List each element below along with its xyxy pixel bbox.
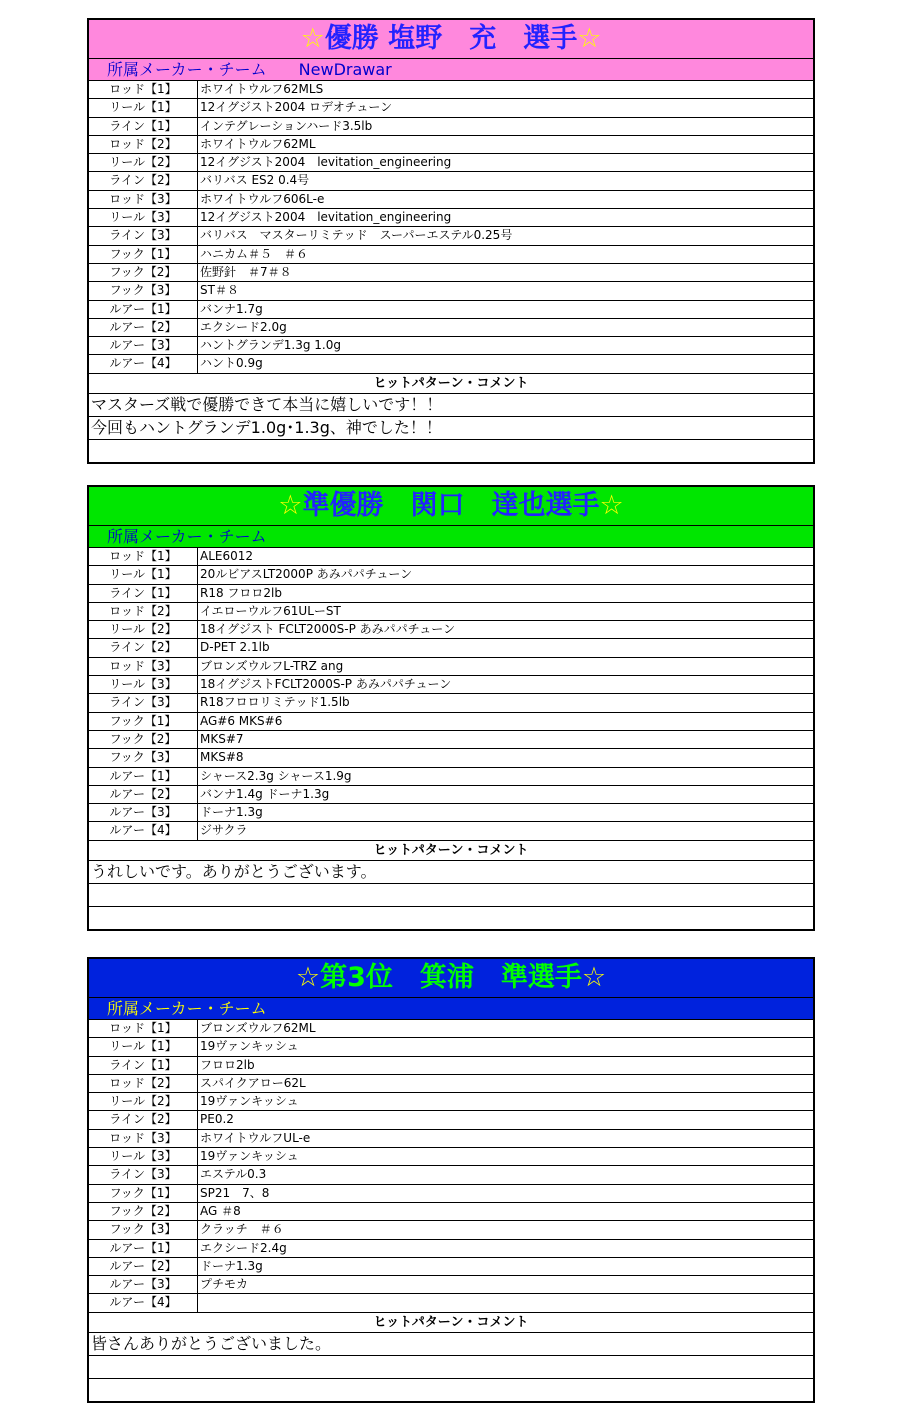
- card-title: [89, 20, 813, 59]
- comment-line: [89, 884, 813, 907]
- tackle-row: [89, 768, 813, 786]
- tackle-value: バンナ1.7g: [200, 301, 263, 316]
- tackle-label: リール【3】: [89, 676, 198, 693]
- tackle-value: エクシード2.4g: [200, 1240, 287, 1255]
- tackle-value: バリバス マスターリミテッド スーパーエステル0.25号: [200, 228, 513, 243]
- tackle-row: [89, 639, 813, 657]
- tackle-label: ロッド【2】: [89, 136, 198, 153]
- tackle-value: 佐野針 ＃7＃８: [200, 264, 292, 279]
- tackle-value: ホワイトウルフUL-e: [200, 1130, 311, 1145]
- tackle-value: ハニカム＃５ ＃６: [200, 246, 309, 261]
- tackle-value: エクシード2.0g: [200, 319, 287, 334]
- tackle-value: 18イグジスト FCLT2000S-P あみパパチューン: [200, 622, 456, 637]
- tackle-label: リール【1】: [89, 1038, 198, 1055]
- team-label: 所属メーカー・チーム: [89, 526, 813, 548]
- hit-pattern-header: ヒットパターン・コメント: [89, 841, 813, 861]
- tackle-row: [89, 1276, 813, 1294]
- tackle-row: [89, 1130, 813, 1148]
- comment-line: [89, 907, 813, 929]
- tackle-value: 12イグジスト2004 levitation_engineering: [200, 210, 452, 225]
- tackle-row: [89, 282, 813, 300]
- tackle-row: [89, 585, 813, 603]
- tackle-value: 19ヴァンキッシュ: [200, 1039, 299, 1054]
- tackle-value: ALE6012: [200, 549, 254, 563]
- tackle-row: [89, 1258, 813, 1276]
- tackle-row: [89, 731, 813, 749]
- tackle-row: [89, 621, 813, 639]
- tackle-label: ルアー【4】: [89, 822, 198, 839]
- tackle-row: [89, 209, 813, 227]
- tackle-value: イエローウルフ61ULーST: [200, 603, 341, 618]
- star-icon-right: ☆: [581, 962, 607, 993]
- tackle-row: [89, 786, 813, 804]
- tackle-value: [198, 1294, 813, 1311]
- result-card: [87, 485, 815, 931]
- team-label: 所属メーカー・チーム: [89, 998, 813, 1020]
- tackle-label: フック【2】: [89, 731, 198, 748]
- tackle-row: [89, 227, 813, 245]
- tackle-label: ロッド【3】: [89, 1130, 198, 1147]
- tackle-label: ルアー【3】: [89, 1276, 198, 1293]
- tackle-value: ホワイトウルフ62MLS: [200, 82, 324, 96]
- tackle-label: リール【2】: [89, 621, 198, 638]
- tackle-label: ライン【1】: [89, 1057, 198, 1074]
- tackle-value: ハントグランデ1.3g 1.0g: [200, 338, 341, 353]
- tackle-label: リール【3】: [89, 1148, 198, 1165]
- tackle-label: ルアー【3】: [89, 804, 198, 821]
- tackle-row: [89, 191, 813, 209]
- tackle-value: 12イグジスト2004 ロデオチューン: [200, 100, 393, 115]
- tackle-value: ブロンズウルフL-TRZ ang: [200, 658, 344, 673]
- tackle-row: [89, 1221, 813, 1239]
- star-icon-left: ☆: [300, 23, 325, 54]
- hit-pattern-header: ヒットパターン・コメント: [89, 374, 813, 394]
- tackle-row: [89, 1057, 813, 1075]
- tackle-label: ロッド【1】: [89, 548, 198, 565]
- tackle-value: MKS#8: [200, 750, 244, 765]
- tackle-label: ルアー【2】: [89, 786, 198, 803]
- tackle-value: AG#6 MKS#6: [200, 713, 283, 728]
- comment-line: [89, 1356, 813, 1379]
- tackle-label: ロッド【1】: [89, 1020, 198, 1037]
- tackle-value: 18イグジストFCLT2000S-P あみパパチューン: [200, 677, 452, 692]
- tackle-row: [89, 548, 813, 566]
- tackle-row: [89, 1075, 813, 1093]
- comment-line: うれしいです。ありがとうございます。: [89, 861, 813, 884]
- tackle-label: ルアー【2】: [89, 319, 198, 336]
- title-text: 第3位 箕浦 準選手: [320, 962, 582, 993]
- tackle-label: ルアー【1】: [89, 1240, 198, 1257]
- tackle-label: ライン【1】: [89, 118, 198, 135]
- comment-line: マスターズ戦で優勝できて本当に嬉しいです！！: [89, 394, 813, 417]
- tackle-value: SP21 7、8: [200, 1185, 270, 1200]
- tackle-label: ライン【2】: [89, 172, 198, 189]
- tackle-label: フック【1】: [89, 713, 198, 730]
- tackle-label: ロッド【2】: [89, 1075, 198, 1092]
- tackle-label: ルアー【3】: [89, 337, 198, 354]
- comment-line: 今回もハントグランデ1.0g･1.3g、神でした！！: [89, 417, 813, 440]
- tackle-value: 12イグジスト2004 levitation_engineering: [200, 155, 452, 170]
- tackle-row: [89, 1294, 813, 1312]
- tackle-row: [89, 246, 813, 264]
- tackle-label: ルアー【4】: [89, 1294, 198, 1311]
- tackle-label: フック【3】: [89, 749, 198, 766]
- tackle-value: ST＃８: [200, 283, 239, 298]
- tackle-row: [89, 301, 813, 319]
- title-text: 準優勝 関口 達也選手: [302, 490, 600, 521]
- tackle-value: ハント0.9g: [200, 356, 263, 371]
- tackle-value: スパイクアロー62L: [200, 1075, 306, 1090]
- tackle-label: ルアー【1】: [89, 301, 198, 318]
- tackle-value: ジサクラ: [200, 823, 248, 838]
- tackle-value: AG ＃8: [200, 1203, 241, 1218]
- tackle-row: [89, 1093, 813, 1111]
- tackle-row: [89, 694, 813, 712]
- tackle-row: [89, 118, 813, 136]
- tackle-value: PE0.2: [200, 1112, 234, 1127]
- tackle-label: ロッド【3】: [89, 658, 198, 675]
- tackle-row: [89, 264, 813, 282]
- hit-pattern-header: ヒットパターン・コメント: [89, 1313, 813, 1333]
- tackle-value: D-PET 2.1lb: [200, 640, 270, 655]
- tackle-value: シャース2.3g シャース1.9g: [200, 768, 352, 783]
- tackle-row: [89, 658, 813, 676]
- tackle-value: ホワイトウルフ62ML: [200, 136, 316, 151]
- tackle-label: フック【2】: [89, 1203, 198, 1220]
- tackle-label: フック【1】: [89, 1185, 198, 1202]
- tackle-row: [89, 99, 813, 117]
- tackle-label: ライン【2】: [89, 639, 198, 656]
- tackle-label: ロッド【2】: [89, 603, 198, 620]
- tackle-label: リール【1】: [89, 566, 198, 583]
- tackle-row: [89, 1166, 813, 1184]
- card-title: [89, 959, 813, 998]
- star-icon-right: ☆: [599, 490, 624, 521]
- comment-line: 皆さんありがとうございました。: [89, 1333, 813, 1356]
- tackle-row: [89, 355, 813, 373]
- tackle-value: クラッチ ＃６: [200, 1222, 284, 1237]
- tackle-label: リール【2】: [89, 154, 198, 171]
- tackle-row: [89, 172, 813, 190]
- tackle-value: 19ヴァンキッシュ: [200, 1149, 299, 1164]
- comment-line: [89, 1379, 813, 1401]
- tackle-label: リール【2】: [89, 1093, 198, 1110]
- comment-line: [89, 440, 813, 462]
- tackle-value: フロロ2lb: [200, 1057, 255, 1072]
- tackle-label: ライン【3】: [89, 694, 198, 711]
- tackle-row: [89, 749, 813, 767]
- tackle-value: バンナ1.4g ドーナ1.3g: [200, 786, 330, 801]
- tackle-value: 19ヴァンキッシュ: [200, 1094, 299, 1109]
- tackle-label: フック【2】: [89, 264, 198, 281]
- tackle-label: ライン【1】: [89, 585, 198, 602]
- tackle-row: [89, 136, 813, 154]
- star-icon-left: ☆: [278, 490, 303, 521]
- tackle-row: [89, 822, 813, 840]
- tackle-value: ドーナ1.3g: [200, 805, 263, 820]
- tackle-value: MKS#7: [200, 731, 244, 746]
- tackle-row: [89, 319, 813, 337]
- tackle-value: ドーナ1.3g: [200, 1258, 263, 1273]
- tackle-value: ブロンズウルフ62ML: [200, 1021, 316, 1035]
- tackle-row: [89, 1185, 813, 1203]
- result-card: [87, 957, 815, 1403]
- title-text: 優勝 塩野 充 選手: [324, 23, 578, 54]
- tackle-row: [89, 566, 813, 584]
- tackle-label: ロッド【1】: [89, 81, 198, 98]
- star-icon-right: ☆: [577, 23, 602, 54]
- team-label: 所属メーカー・チーム NewDrawar: [89, 59, 813, 81]
- tackle-row: [89, 154, 813, 172]
- tackle-label: リール【3】: [89, 209, 198, 226]
- tackle-label: ライン【3】: [89, 1166, 198, 1183]
- tackle-row: [89, 1038, 813, 1056]
- tackle-row: [89, 804, 813, 822]
- tackle-label: ロッド【3】: [89, 191, 198, 208]
- tackle-value: エステル0.3: [200, 1167, 267, 1182]
- tackle-label: フック【3】: [89, 1221, 198, 1238]
- tackle-value: バリバス ES2 0.4号: [200, 173, 310, 188]
- tackle-value: 20ルビアスLT2000P あみパパチューン: [200, 567, 413, 582]
- tackle-row: [89, 337, 813, 355]
- tackle-row: [89, 1111, 813, 1129]
- result-card: [87, 18, 815, 464]
- tackle-value: ホワイトウルフ606L-e: [200, 191, 325, 206]
- tackle-value: R18フロロリミテッド1.5lb: [200, 695, 350, 710]
- tackle-label: ルアー【2】: [89, 1258, 198, 1275]
- tackle-label: リール【1】: [89, 99, 198, 116]
- tackle-row: [89, 1203, 813, 1221]
- tackle-row: [89, 1148, 813, 1166]
- tackle-label: フック【3】: [89, 282, 198, 299]
- tackle-label: ルアー【4】: [89, 355, 198, 372]
- tackle-row: [89, 676, 813, 694]
- tackle-value: R18 フロロ2lb: [200, 585, 283, 600]
- card-title: [89, 487, 813, 526]
- tackle-row: [89, 81, 813, 99]
- tackle-row: [89, 713, 813, 731]
- tackle-row: [89, 1240, 813, 1258]
- tackle-label: ルアー【1】: [89, 768, 198, 785]
- tackle-row: [89, 1020, 813, 1038]
- tackle-label: ライン【3】: [89, 227, 198, 244]
- tackle-label: フック【1】: [89, 246, 198, 263]
- tackle-label: ライン【2】: [89, 1111, 198, 1128]
- tackle-value: プチモカ: [200, 1277, 249, 1292]
- tackle-row: [89, 603, 813, 621]
- star-icon-left: ☆: [295, 962, 321, 993]
- tackle-value: インテグレーションハード3.5lb: [200, 118, 373, 133]
